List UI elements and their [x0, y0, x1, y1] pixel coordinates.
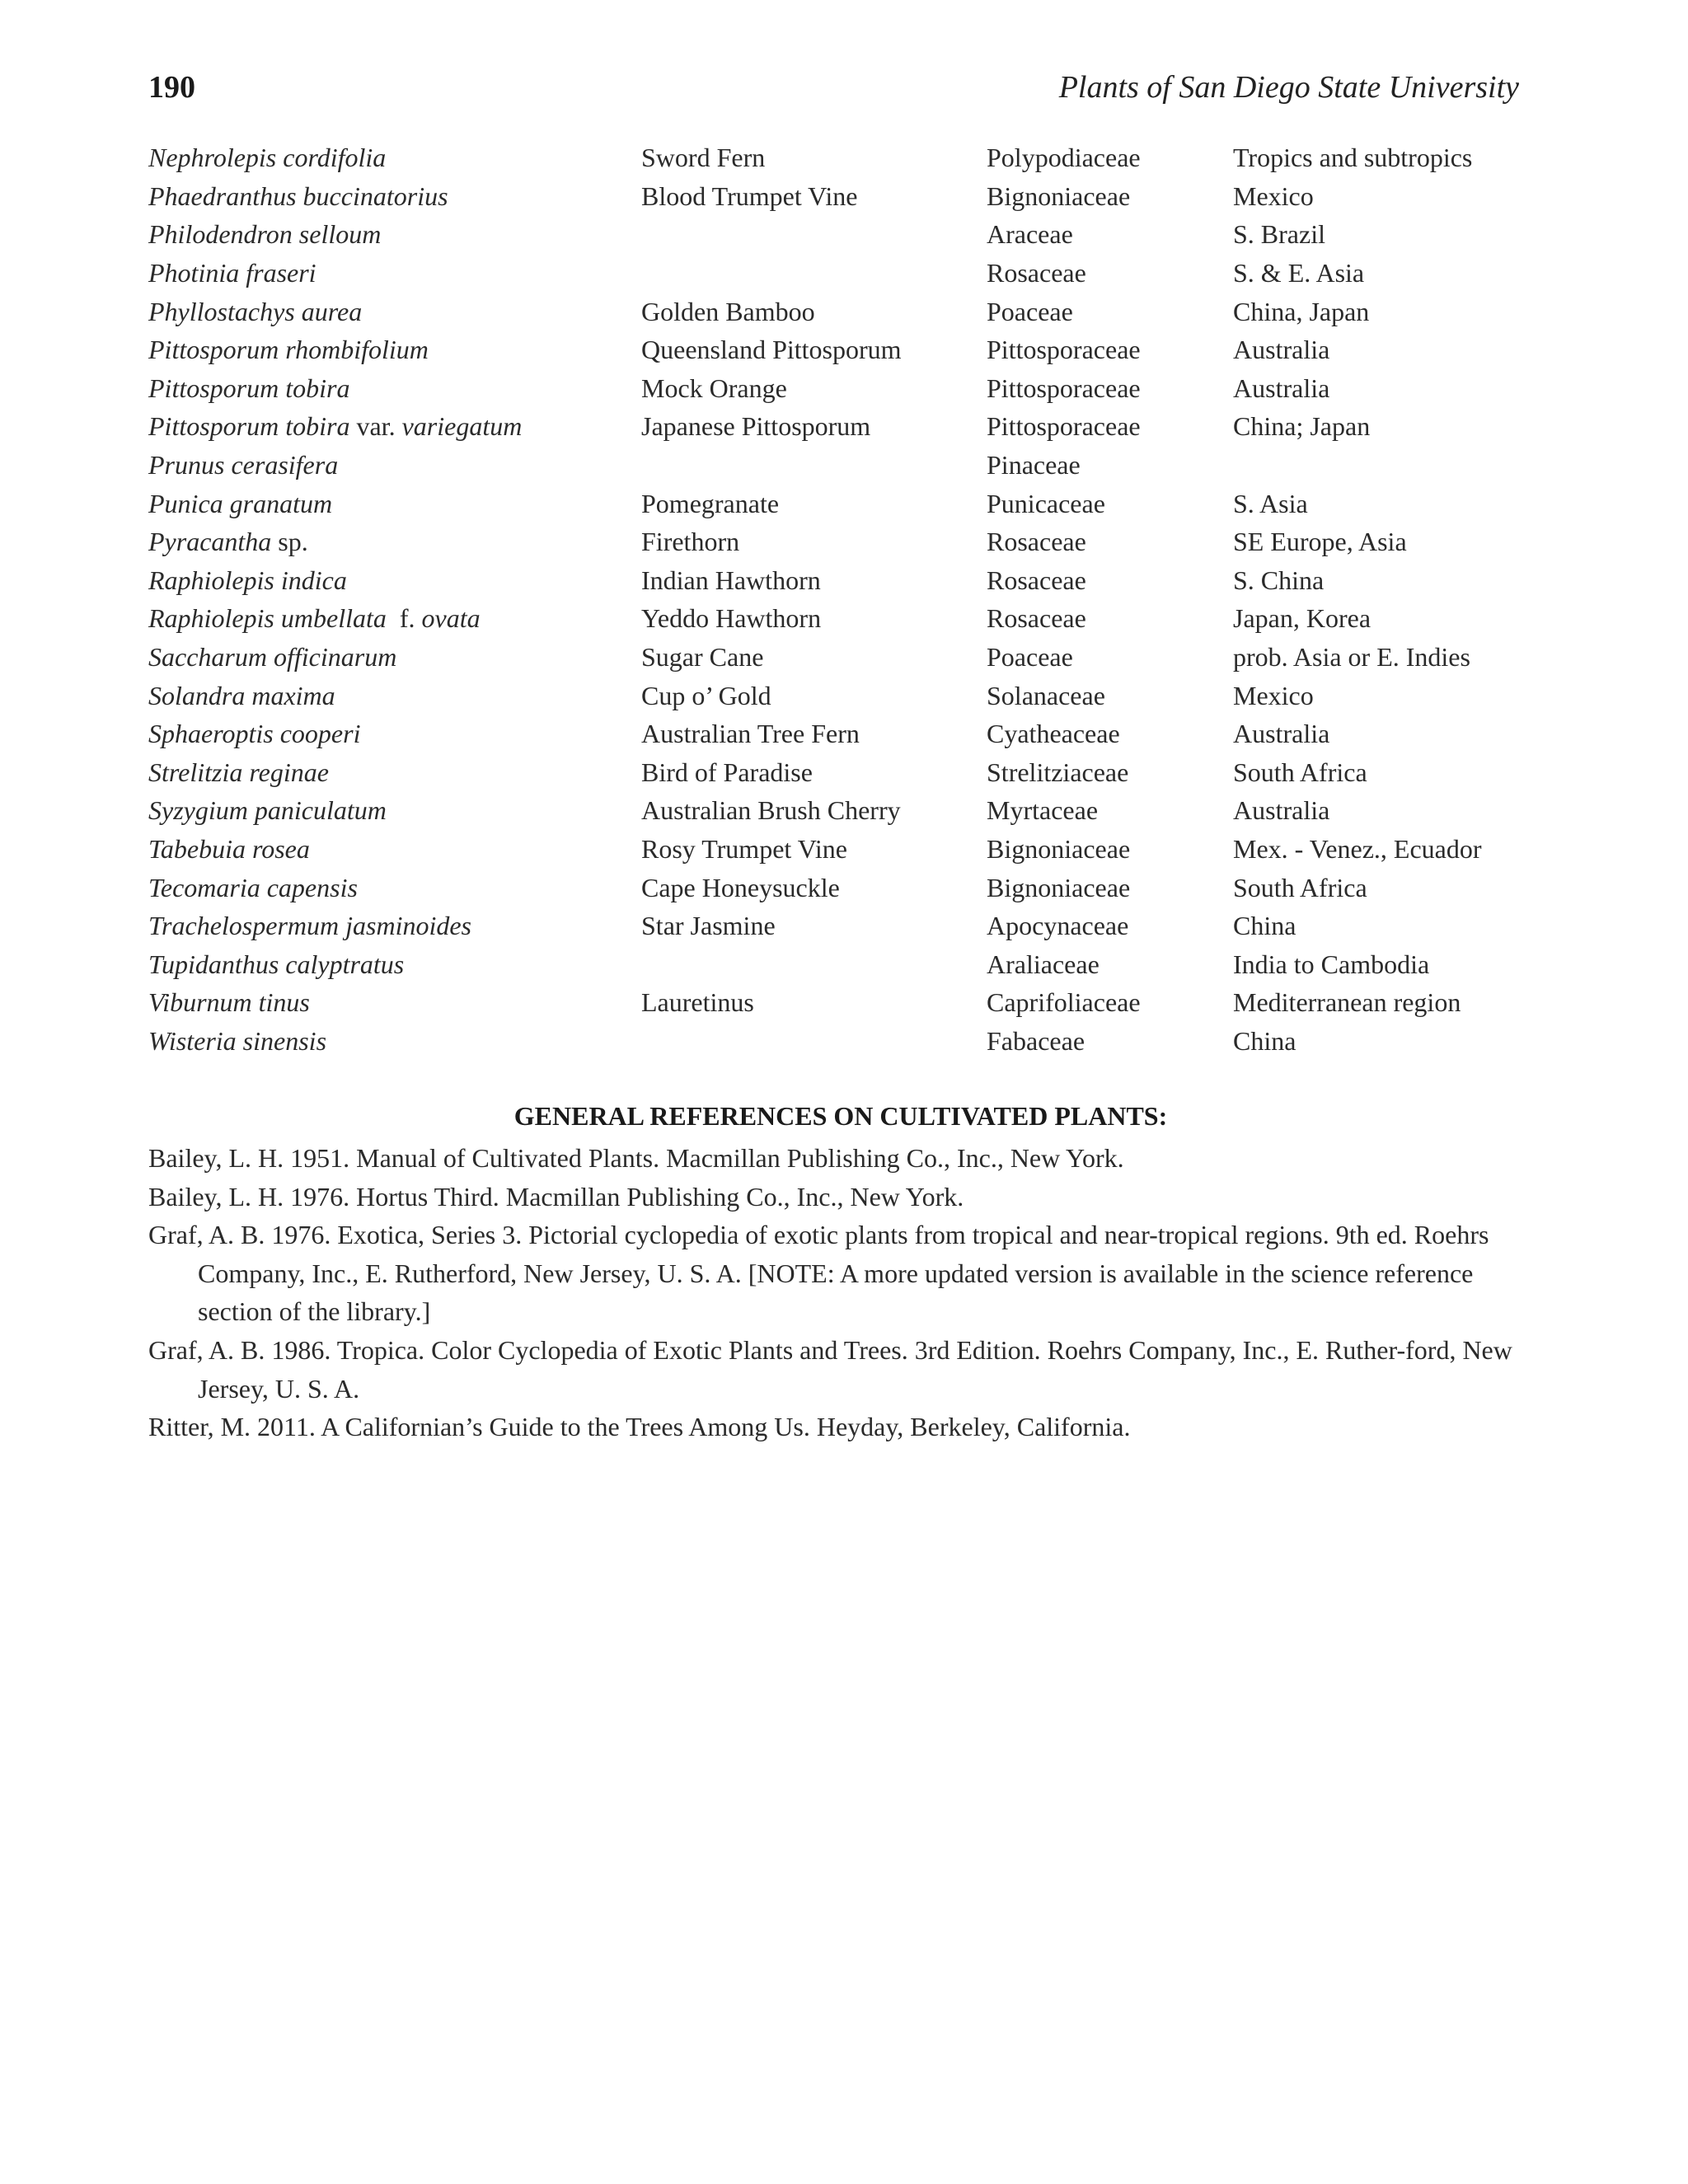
table-row — [148, 292, 1533, 330]
native-origin — [1233, 446, 1533, 485]
reference-item: Bailey, L. H. 1976. Hortus Third. Macmillan Publishing Co., Inc., New York. — [148, 1181, 964, 1212]
common-name: Lauretinus — [641, 987, 754, 1018]
common-name: Indian Hawthorn — [641, 565, 821, 595]
native-origin: Australia — [1233, 719, 1330, 749]
scientific-name: Saccharum officinarum — [148, 642, 397, 673]
table-row — [148, 753, 1533, 792]
family-name: Pinaceae — [987, 450, 1081, 480]
table-row — [148, 944, 1533, 983]
common-name: Bird of Paradise — [641, 757, 813, 787]
native-origin: Australia — [1233, 795, 1330, 826]
native-origin: China; Japan — [1233, 411, 1371, 442]
table-row — [148, 791, 1533, 830]
native-origin: S. & E. Asia — [1233, 258, 1365, 288]
scientific-name: Tupidanthus calyptratus — [148, 949, 405, 979]
references-heading: GENERAL REFERENCES ON CULTIVATED PLANTS: — [513, 1101, 1168, 1131]
common-name — [641, 215, 987, 254]
native-origin: India to Cambodia — [1233, 949, 1430, 979]
native-origin: China, Japan — [1233, 296, 1370, 326]
native-origin: China — [1233, 911, 1296, 941]
scientific-name: Tecomaria capensis — [148, 872, 358, 902]
table-row — [148, 330, 1533, 369]
table-row — [148, 215, 1533, 254]
scientific-name: Phaedranthus buccinatorius — [148, 180, 448, 211]
table-row — [148, 254, 1533, 293]
common-name — [641, 944, 987, 983]
table-row — [148, 638, 1533, 677]
common-name: Sword Fern — [641, 143, 766, 173]
native-origin: Australia — [1233, 373, 1330, 403]
scientific-name: Punica granatum — [148, 488, 333, 518]
family-name: Araliaceae — [987, 949, 1100, 979]
family-name: Poaceae — [987, 296, 1073, 326]
reference-item: Ritter, M. 2011. A Californian’s Guide to the Trees Among Us. Heyday, Berkeley, California. — [148, 1412, 1131, 1442]
family-name: Bignoniaceae — [987, 180, 1131, 211]
table-row — [148, 446, 1533, 485]
common-name: Japanese Pittosporum — [641, 411, 871, 442]
scientific-name: Pittosporum tobira — [148, 373, 350, 403]
table-row — [148, 407, 1533, 446]
family-name: Bignoniaceae — [987, 833, 1131, 864]
scientific-name: Phyllostachys aurea — [148, 296, 363, 326]
native-origin: Japan, Korea — [1233, 603, 1372, 634]
scientific-name: Nephrolepis cordifolia — [148, 143, 387, 173]
table-row — [148, 715, 1533, 753]
scientific-name: Pittosporum tobira var. variegatum — [148, 411, 523, 442]
scientific-name: Wisteria sinensis — [148, 1025, 327, 1056]
native-origin: S. Brazil — [1233, 219, 1325, 250]
native-origin: S. China — [1233, 565, 1325, 595]
family-name: Polypodiaceae — [987, 143, 1141, 173]
common-name: Australian Tree Fern — [641, 719, 860, 749]
native-origin: Mexico — [1233, 680, 1314, 710]
scientific-name: Photinia fraseri — [148, 258, 316, 288]
family-name: Fabaceae — [987, 1025, 1085, 1056]
native-origin: South Africa — [1233, 757, 1367, 787]
native-origin: Australia — [1233, 335, 1330, 365]
common-name: Yeddo Hawthorn — [641, 603, 822, 634]
family-name: Poaceae — [987, 642, 1073, 673]
family-name: Cyatheaceae — [987, 719, 1120, 749]
common-name: Firethorn — [641, 527, 740, 557]
table-row — [148, 676, 1533, 715]
table-row — [148, 983, 1533, 1022]
native-origin: S. Asia — [1233, 488, 1308, 518]
reference-item: Bailey, L. H. 1951. Manual of Cultivated Plants. Macmillan Publishing Co., Inc., New York. — [148, 1143, 1124, 1173]
scientific-name: Tabebuia rosea — [148, 833, 310, 864]
scientific-name: Viburnum tinus — [148, 987, 310, 1018]
family-name: Bignoniaceae — [987, 872, 1131, 902]
family-name: Rosaceae — [987, 258, 1086, 288]
plant-list-table — [148, 138, 1533, 1060]
common-name: Golden Bamboo — [641, 296, 815, 326]
reference-item: Graf, A. B. 1976. Exotica, Series 3. Pictorial cyclopedia of exotic plants from tropical and near-tropical regions. 9th ed. Roehrs Company, Inc., E. Rutherford, New Jersey, U. S. A. [NOTE: A more updated version is available in the science reference section of the library.] — [148, 1220, 1489, 1327]
native-origin: Mex. - Venez., Ecuador — [1233, 833, 1482, 864]
table-row — [148, 369, 1533, 408]
common-name: Blood Trumpet Vine — [641, 180, 858, 211]
common-name: Australian Brush Cherry — [641, 795, 901, 826]
scientific-name: Sphaeroptis cooperi — [148, 719, 361, 749]
common-name: Mock Orange — [641, 373, 787, 403]
table-row — [148, 138, 1533, 177]
scientific-name: Pittosporum rhombifolium — [148, 335, 429, 365]
table-row — [148, 830, 1533, 869]
native-origin: prob. Asia or E. Indies — [1233, 642, 1470, 673]
family-name: Strelitziaceae — [987, 757, 1129, 787]
family-name: Punicaceae — [987, 488, 1105, 518]
family-name: Myrtaceae — [987, 795, 1099, 826]
common-name: Star Jasmine — [641, 911, 776, 941]
table-row — [148, 868, 1533, 907]
references-list — [148, 1139, 1533, 1446]
scientific-name: Raphiolepis umbellata f. ovata — [148, 603, 481, 634]
table-row — [148, 523, 1533, 561]
common-name: Sugar Cane — [641, 642, 764, 673]
page-number: 190 — [148, 70, 195, 105]
table-row — [148, 561, 1533, 600]
common-name: Pomegranate — [641, 488, 780, 518]
family-name: Rosaceae — [987, 565, 1086, 595]
common-name: Cup o’ Gold — [641, 680, 771, 710]
scientific-name: Pyracantha sp. — [148, 527, 308, 557]
table-row — [148, 907, 1533, 945]
native-origin: Tropics and subtropics — [1233, 143, 1473, 173]
family-name: Apocynaceae — [987, 911, 1129, 941]
native-origin: South Africa — [1233, 872, 1367, 902]
scientific-name: Philodendron selloum — [148, 219, 382, 250]
table-row — [148, 484, 1533, 523]
native-origin: China — [1233, 1025, 1296, 1056]
running-title: Plants of San Diego State University — [1058, 70, 1519, 105]
common-name: Cape Honeysuckle — [641, 872, 840, 902]
family-name: Caprifoliaceae — [987, 987, 1141, 1018]
reference-item: Graf, A. B. 1986. Tropica. Color Cyclopedia of Exotic Plants and Trees. 3rd Edition. Roehrs Company, Inc., E. Ruther-ford, New Jersey, U. S. A. — [148, 1334, 1512, 1404]
plant-list-body — [148, 138, 1533, 1060]
common-name: Rosy Trumpet Vine — [641, 833, 847, 864]
table-row — [148, 599, 1533, 638]
common-name — [641, 446, 987, 485]
scientific-name: Solandra maxima — [148, 680, 335, 710]
family-name: Rosaceae — [987, 603, 1086, 634]
common-name — [641, 1022, 987, 1061]
scientific-name: Syzygium paniculatum — [148, 795, 387, 826]
native-origin: SE Europe, Asia — [1233, 527, 1407, 557]
family-name: Pittosporaceae — [987, 335, 1141, 365]
family-name: Rosaceae — [987, 527, 1086, 557]
family-name: Araceae — [987, 219, 1073, 250]
common-name — [641, 254, 987, 293]
scientific-name: Prunus cerasifera — [148, 450, 339, 480]
table-row — [148, 1022, 1533, 1061]
family-name: Solanaceae — [987, 680, 1105, 710]
native-origin: Mediterranean region — [1233, 987, 1461, 1018]
common-name: Queensland Pittosporum — [641, 335, 902, 365]
family-name: Pittosporaceae — [987, 373, 1141, 403]
scientific-name: Strelitzia reginae — [148, 757, 329, 787]
scientific-name: Raphiolepis indica — [148, 565, 347, 595]
native-origin: Mexico — [1233, 180, 1314, 211]
family-name: Pittosporaceae — [987, 411, 1141, 442]
table-row — [148, 177, 1533, 216]
scientific-name: Trachelospermum jasminoides — [148, 911, 471, 941]
